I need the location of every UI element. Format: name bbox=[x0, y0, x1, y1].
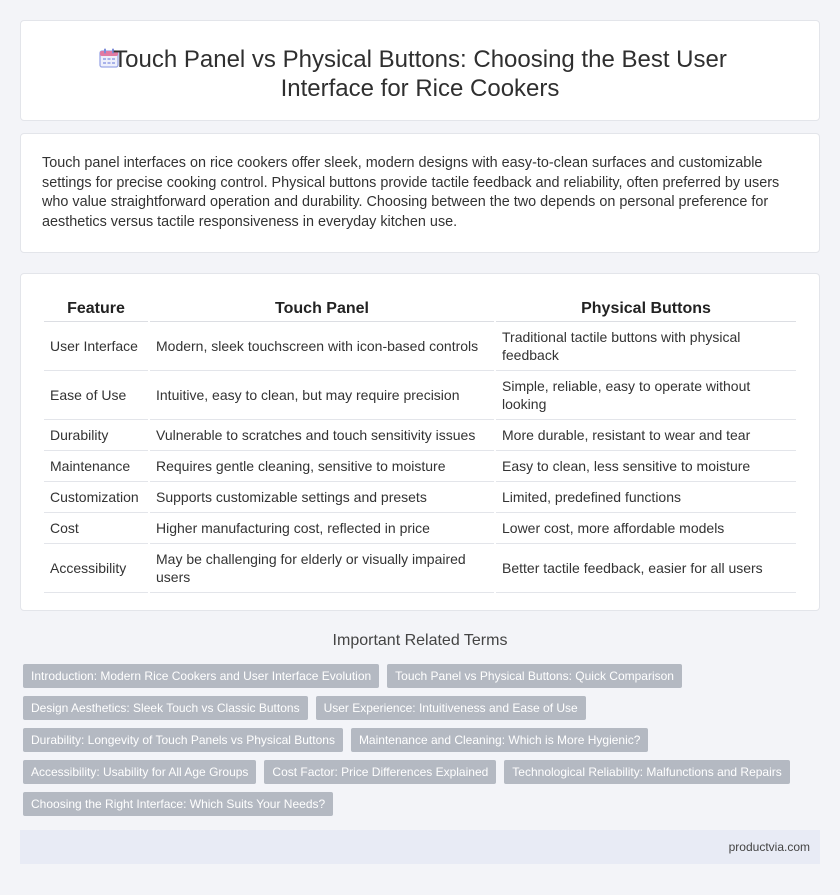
table-cell: Maintenance bbox=[44, 451, 148, 482]
related-term-tag[interactable]: Introduction: Modern Rice Cookers and User Interface Evolution bbox=[23, 664, 379, 688]
page-title bbox=[21, 45, 819, 103]
comparison-table bbox=[42, 296, 798, 593]
comparison-card bbox=[20, 273, 820, 611]
intro-paragraph: Touch panel interfaces on rice cookers offer sleek, modern designs with easy-to-clean surfaces and customizable settings for precise cooking control. Physical buttons provide tactile feedback and reliability, often preferred by users who value straightforward operation and durability. Choosing between the two depends on personal preference for aesthetics versus tactile responsiveness in everyday kitchen use. bbox=[42, 155, 780, 230]
related-term-tag[interactable]: Maintenance and Cleaning: Which is More Hygienic? bbox=[351, 728, 648, 752]
title-card bbox=[20, 20, 820, 121]
table-cell: Customization bbox=[44, 482, 148, 513]
header-physical-buttons: Physical Buttons bbox=[496, 296, 796, 322]
table-row bbox=[44, 420, 796, 451]
table-cell: May be challenging for elderly or visually impaired users bbox=[150, 544, 494, 593]
table-cell: Cost bbox=[44, 513, 148, 544]
table-row bbox=[44, 544, 796, 593]
related-term-tag[interactable]: Choosing the Right Interface: Which Suits Your Needs? bbox=[23, 792, 333, 816]
table-cell: User Interface bbox=[44, 322, 148, 371]
table-row bbox=[44, 513, 796, 544]
page-title-line-1: Touch Panel vs Physical Buttons: Choosing the Best User bbox=[113, 46, 727, 73]
table-cell: Lower cost, more affordable models bbox=[496, 513, 796, 544]
intro-card bbox=[20, 133, 820, 253]
table-cell: More durable, resistant to wear and tear bbox=[496, 420, 796, 451]
header-feature: Feature bbox=[44, 296, 148, 322]
table-cell: Traditional tactile buttons with physical feedback bbox=[496, 322, 796, 371]
table-cell: Requires gentle cleaning, sensitive to moisture bbox=[150, 451, 494, 482]
header-touch-panel: Touch Panel bbox=[150, 296, 494, 322]
table-cell: Durability bbox=[44, 420, 148, 451]
footer-bar bbox=[20, 830, 820, 864]
table-cell: Easy to clean, less sensitive to moisture bbox=[496, 451, 796, 482]
related-term-tag[interactable]: Design Aesthetics: Sleek Touch vs Classic Buttons bbox=[23, 696, 308, 720]
table-row bbox=[44, 482, 796, 513]
table-cell: Supports customizable settings and presets bbox=[150, 482, 494, 513]
table-cell: Accessibility bbox=[44, 544, 148, 593]
related-terms-title: Important Related Terms bbox=[332, 632, 508, 649]
table-cell: Modern, sleek touchscreen with icon-based controls bbox=[150, 322, 494, 371]
related-term-tag[interactable]: Technological Reliability: Malfunctions and Repairs bbox=[504, 760, 789, 784]
table-cell: Intuitive, easy to clean, but may require precision bbox=[150, 371, 494, 420]
related-term-tag[interactable]: Cost Factor: Price Differences Explained bbox=[264, 760, 496, 784]
table-row bbox=[44, 451, 796, 482]
related-term-tag[interactable]: Touch Panel vs Physical Buttons: Quick Comparison bbox=[387, 664, 682, 688]
table-header-row bbox=[44, 296, 796, 322]
table-cell: Ease of Use bbox=[44, 371, 148, 420]
related-terms-list bbox=[23, 664, 813, 824]
related-term-tag[interactable]: Durability: Longevity of Touch Panels vs Physical Buttons bbox=[23, 728, 343, 752]
table-cell: Vulnerable to scratches and touch sensitivity issues bbox=[150, 420, 494, 451]
table-cell: Higher manufacturing cost, reflected in price bbox=[150, 513, 494, 544]
table-row bbox=[44, 322, 796, 371]
related-term-tag[interactable]: Accessibility: Usability for All Age Groups bbox=[23, 760, 256, 784]
footer-site-link[interactable]: productvia.com bbox=[728, 840, 810, 854]
table-cell: Better tactile feedback, easier for all users bbox=[496, 544, 796, 593]
table-row bbox=[44, 371, 796, 420]
page-title-line-2: Interface for Rice Cookers bbox=[280, 75, 560, 102]
table-cell: Simple, reliable, easy to operate without looking bbox=[496, 371, 796, 420]
related-term-tag[interactable]: User Experience: Intuitiveness and Ease of Use bbox=[316, 696, 586, 720]
table-cell: Limited, predefined functions bbox=[496, 482, 796, 513]
